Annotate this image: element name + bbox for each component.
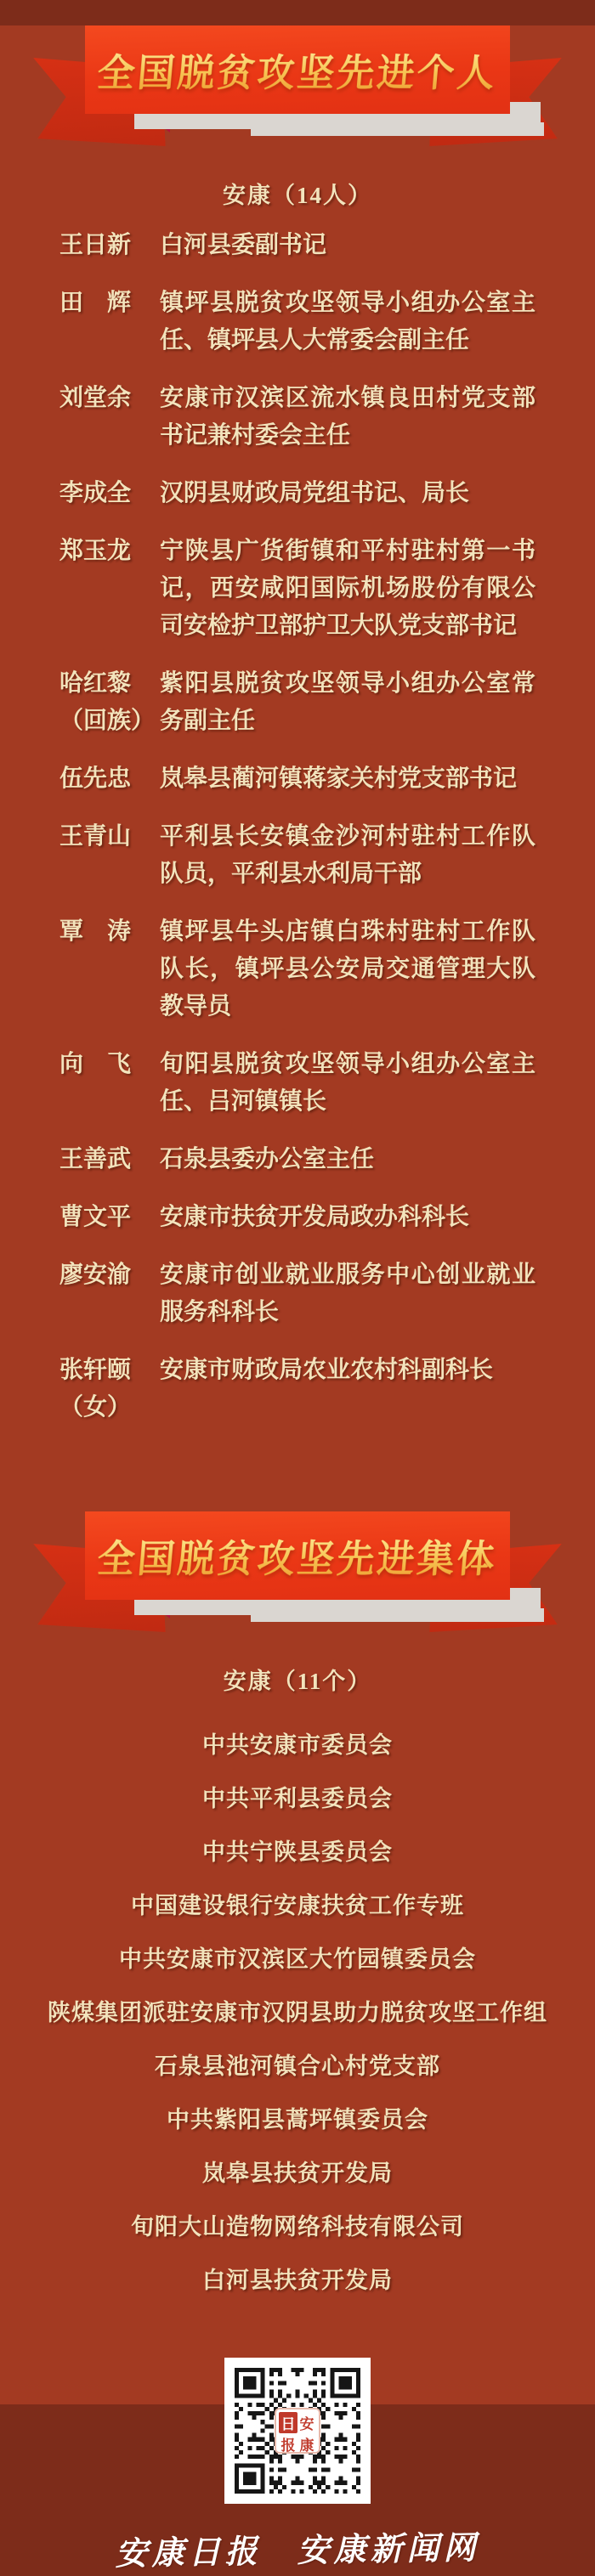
collectives-list: [17, 1716, 578, 2305]
collective-entry: 岚皋县扶贫开发局: [202, 2161, 393, 2186]
individual-entry-row: [60, 760, 536, 798]
individual-entry-row: [60, 818, 536, 893]
individual-name: 廖安渝: [60, 1262, 132, 1288]
collective-entry: 中共安康市委员会: [202, 1732, 393, 1758]
seal-char: 安: [299, 2416, 314, 2432]
ribbon-shadow-band-step: [251, 122, 544, 136]
individuals-banner-ribbon: [34, 25, 561, 168]
individual-name: 曹文平: [60, 1204, 132, 1230]
collective-entry: 石泉县池河镇合心村党支部: [155, 2053, 440, 2079]
qr-code: [224, 2358, 371, 2504]
individual-title-desc: 平利县长安镇金沙河村驻村工作队队员，平利县水利局干部: [160, 823, 536, 887]
collective-entry: 陕煤集团派驻安康市汉阴县助力脱贫攻坚工作组: [48, 2000, 547, 2025]
seal-char: 日: [279, 2412, 298, 2433]
individual-title-desc: 紫阳县脱贫攻坚领导小组办公室常务副主任: [160, 670, 536, 734]
individuals-list: [60, 227, 536, 1426]
collective-entry: 中国建设银行安康扶贫工作专班: [131, 1893, 464, 1918]
individual-name: 向 飞: [60, 1051, 132, 1077]
individual-title-desc: 安康市财政局农业农村科副科长: [160, 1357, 494, 1383]
ribbon-shadow-band-step: [251, 1608, 544, 1622]
collectives-subtitle: 安康（11个）: [223, 1669, 372, 1694]
individual-title-desc: 宁陕县广货街镇和平村驻村第一书记，西安咸阳国际机场股份有限公司安检护卫部护卫大队党支部书记: [160, 538, 536, 639]
poster-background: [0, 25, 595, 2573]
individuals-subtitle: 安康（14人）: [223, 183, 372, 208]
qr-seal: [275, 2408, 320, 2454]
individual-title-desc: 安康市创业就业服务中心创业就业服务科科长: [160, 1262, 536, 1325]
individual-name: 郑玉龙: [60, 538, 132, 564]
seal-char: 康: [299, 2438, 314, 2454]
individual-title-desc: 安康市扶贫开发局政办科科长: [160, 1204, 470, 1230]
individual-entry-row: [60, 665, 536, 740]
individual-title-desc: 安康市汉滨区流水镇良田村党支部书记兼村委会主任: [160, 385, 536, 449]
footer-caption-daily: 安康日报: [115, 2534, 262, 2573]
collective-entry: 中共宁陕县委员会: [202, 1839, 393, 1865]
individual-title-desc: 岚皋县蔺河镇蒋家关村党支部书记: [160, 765, 518, 792]
ribbon-panel: [85, 1511, 510, 1600]
individual-name: 李成全: [60, 480, 132, 506]
individual-entry-row: [60, 1257, 536, 1331]
individual-name: 伍先忠: [60, 765, 132, 792]
individual-entry-row: [60, 285, 536, 359]
individual-entry-row: [60, 1199, 536, 1236]
individual-title-desc: 石泉县委办公室主任: [160, 1146, 375, 1172]
individual-title-desc: 镇坪县牛头店镇白珠村驻村工作队队长，镇坪县公安局交通管理大队教导员: [160, 918, 536, 1020]
collective-entry: 白河县扶贫开发局: [202, 2268, 393, 2293]
individual-title-desc: 旬阳县脱贫攻坚领导小组办公室主任、吕河镇镇长: [160, 1051, 536, 1115]
individual-name: 覃 涛: [60, 918, 132, 945]
collectives-banner-ribbon: [34, 1511, 561, 1654]
individual-entry-row: [60, 1352, 536, 1426]
individual-name: 王日新: [60, 232, 132, 258]
individual-entry-row: [60, 380, 536, 455]
individual-name: 张轩颐 （女）: [60, 1357, 132, 1421]
collective-entry: 中共紫阳县蒿坪镇委员会: [167, 2107, 428, 2133]
individual-entry-row: [60, 227, 536, 264]
individual-name: 刘堂余: [60, 385, 132, 411]
individual-entry-row: [60, 913, 536, 1025]
collective-entry: 中共安康市汉滨区大竹园镇委员会: [119, 1946, 476, 1972]
individual-title-desc: 汉阴县财政局党组书记、局长: [160, 480, 470, 506]
footer-caption: [0, 2519, 595, 2576]
collective-entry: 旬阳大山造物网络科技有限公司: [131, 2214, 464, 2240]
collective-entry: 中共平利县委员会: [202, 1786, 393, 1811]
individual-name: 田 辉: [60, 290, 132, 316]
individual-title-desc: 白河县委副书记: [160, 232, 327, 258]
individual-title-desc: 镇坪县脱贫攻坚领导小组办公室主任、镇坪县人大常委会副主任: [160, 290, 536, 353]
individual-name: 王善武: [60, 1146, 132, 1172]
individual-name: 哈红黎 （回族）: [60, 670, 156, 734]
collectives-banner-title: 全国脱贫攻坚先进集体: [95, 1528, 500, 1583]
individual-entry-row: [60, 1141, 536, 1178]
individuals-banner-title: 全国脱贫攻坚先进个人: [95, 42, 500, 97]
individual-name: 王青山: [60, 823, 132, 850]
seal-char: 报: [280, 2438, 296, 2454]
individual-entry-row: [60, 533, 536, 645]
ribbon-panel: [85, 25, 510, 114]
individual-entry-row: [60, 475, 536, 512]
individual-entry-row: [60, 1046, 536, 1121]
footer-caption-news: 安康新闻网: [297, 2530, 480, 2570]
